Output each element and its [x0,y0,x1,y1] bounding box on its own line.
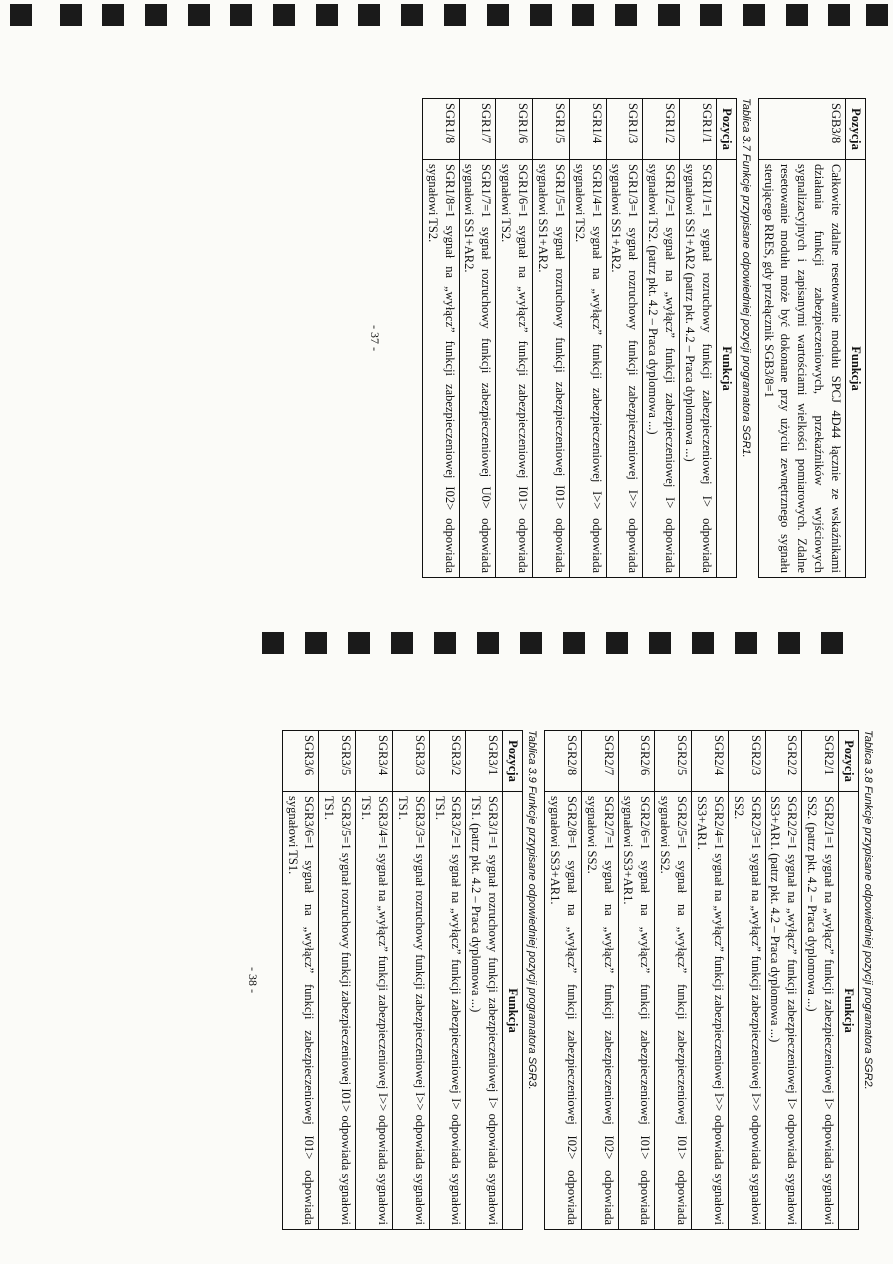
table-row [581,731,618,1230]
binding-hole [530,4,552,26]
binding-hole [563,632,585,654]
cell-funkcja: SGR2/7=1 sygnał na „wyłącz” funkcji zabezpieczeniowej I02> odpowiada sygnałowi SS2. [581,792,618,1230]
table-sgr3 [282,730,523,1230]
table-row [765,731,802,1230]
binding-hole [358,4,380,26]
binding-hole [477,632,499,654]
cell-pozycja: SGR1/2 [643,99,680,160]
binding-hole [743,4,765,26]
page-number: - 38 - [245,967,260,993]
binding-hole [316,4,338,26]
cell-funkcja: SGR2/6=1 sygnał na „wyłącz” funkcji zabezpieczeniowej I01> odpowiada sygnałowi SS3+AR1. [618,792,655,1230]
cell-pozycja: SGR3/2 [429,731,466,792]
table-row [393,731,430,1230]
table-caption-sgr3: Tablica 3.9 Funkcje przypisane odpowiedniej pozycji programatora SGR3. [526,730,539,1090]
binding-hole [735,632,757,654]
column-header-pozycja: Pozycja [716,99,736,160]
cell-funkcja: Całkowite zdalne resetowanie modułu SPCJ 4D44 łącznie ze wskaźnikami działania funkcji zabezpieczeniowych, przekaźników wyjściowych sygnalizacyjnych i zapisanymi wartościami wielkości pomiarowych. Zdalne resetowanie modułu może być dokonane przy użyciu zewnętrznego sygnału sterującego RRES, gdy przełącznik SGB3/8=1 [758,160,845,578]
cell-pozycja: SGR3/1 [466,731,503,792]
cell-pozycja: SGR3/6 [282,731,319,792]
column-header-funkcja: Funkcja [716,160,736,578]
table-row [466,731,503,1230]
cell-pozycja: SGR3/4 [356,731,393,792]
cell-funkcja: SGR2/8=1 sygnał na „wyłącz” funkcji zabezpieczeniowej I02> odpowiada sygnałowi SS3+AR1. [545,792,582,1230]
binding-hole [401,4,423,26]
cell-pozycja: SGR1/4 [569,99,606,160]
cell-pozycja: SGB3/8 [758,99,845,160]
cell-funkcja: SGR1/3=1 sygnał rozruchowy funkcji zabezpieczeniowej I>> odpowiada sygnałowi SS1+AR2. [606,160,643,578]
binding-hole [821,632,843,654]
cell-funkcja: SGR2/5=1 sygnał na „wyłącz” funkcji zabezpieczeniowej I01> odpowiada sygnałowi SS2. [655,792,692,1230]
column-header-funkcja: Funkcja [846,160,866,578]
cell-pozycja: SGR3/5 [319,731,356,792]
column-header-funkcja: Funkcja [503,792,523,1230]
table-row [459,99,496,578]
column-header-pozycja: Pozycja [839,731,859,792]
table-row [319,731,356,1230]
table-row [680,99,717,578]
binding-hole [778,632,800,654]
cell-funkcja: SGR2/3=1 sygnał na „wyłącz” funkcji zabezpieczeniowej I>> odpowiada sygnałowi SS2. [728,792,765,1230]
table-row [606,99,643,578]
binding-hole [305,632,327,654]
table-row [618,731,655,1230]
cell-funkcja: SGR2/1=1 sygnał na „wyłącz” funkcji zabezpieczeniowej I> odpowiada sygnałowi SS2. (patrz pkt. 4.2 – Praca dyplomowa ...) [802,792,839,1230]
table-sgr1 [422,98,737,578]
binding-hole [444,4,466,26]
table-row [496,99,533,578]
table-row [422,99,459,578]
binding-hole [487,4,509,26]
binding-hole [866,4,888,26]
column-header-funkcja: Funkcja [839,792,859,1230]
cell-pozycja: SGR1/6 [496,99,533,160]
binding-hole [188,4,210,26]
table-row [533,99,570,578]
cell-funkcja: SGR3/4=1 sygnał na „wyłącz” funkcji zabezpieczeniowej I>> odpowiada sygnałowi TS1. [356,792,393,1230]
binding-hole [102,4,124,26]
binding-hole [615,4,637,26]
table-sgb3-continued [758,98,866,578]
table-row [728,731,765,1230]
cell-funkcja: SGR1/1=1 sygnał rozruchowy funkcji zabezpieczeniowej I> odpowiada sygnałowi SS1+AR2 (patrz pkt. 4.2 – Praca dyplomowa ...) [680,160,717,578]
cell-funkcja: SGR1/4=1 sygnał na „wyłącz” funkcji zabezpieczeniowej I>> odpowiada sygnałowi TS2. [569,160,606,578]
cell-funkcja: SGR3/2=1 sygnał na „wyłącz” funkcji zabezpieczeniowej I> odpowiada sygnałowi TS1. [429,792,466,1230]
binding-hole [230,4,252,26]
table-row [643,99,680,578]
binding-hole [692,632,714,654]
binding-hole [262,632,284,654]
cell-pozycja: SGR2/4 [692,731,729,792]
binding-hole [60,4,82,26]
page-38 [245,730,880,1230]
column-header-pozycja: Pozycja [846,99,866,160]
cell-pozycja: SGR1/1 [680,99,717,160]
table-row [692,731,729,1230]
binding-hole [391,632,413,654]
table-row [802,731,839,1230]
cell-funkcja: SGR3/6=1 sygnał na „wyłącz” funkcji zabezpieczeniowej I01> odpowiada sygnałowi TS1. [282,792,319,1230]
table-row [758,99,845,578]
cell-funkcja: SGR3/1=1 sygnał rozruchowy funkcji zabezpieczeniowej I> odpowiada sygnałowi TS1. (patrz pkt. 4.2 – Praca dyplomowa ...) [466,792,503,1230]
binding-hole [606,632,628,654]
table-row [282,731,319,1230]
cell-pozycja: SGR1/7 [459,99,496,160]
table-row [429,731,466,1230]
table-row [655,731,692,1230]
page-37 [367,98,866,578]
binding-hole [434,632,456,654]
binding-hole [700,4,722,26]
binding-hole [572,4,594,26]
cell-funkcja: SGR2/2=1 sygnał na „wyłącz” funkcji zabezpieczeniowej I> odpowiada sygnałowi SS3+AR1. (patrz pkt. 4.2 – Praca dyplomowa ...) [765,792,802,1230]
cell-pozycja: SGR2/6 [618,731,655,792]
cell-pozycja: SGR2/1 [802,731,839,792]
cell-funkcja: SGR3/3=1 sygnał rozruchowy funkcji zabezpieczeniowej I>> odpowiada sygnałowi TS1. [393,792,430,1230]
cell-pozycja: SGR2/3 [728,731,765,792]
binding-hole [658,4,680,26]
cell-funkcja: SGR1/6=1 sygnał na „wyłącz” funkcji zabezpieczeniowej I01> odpowiada sygnałowi TS2. [496,160,533,578]
cell-funkcja: SGR2/4=1 sygnał na „wyłącz” funkcji zabezpieczeniowej I>> odpowiada sygnałowi SS3+AR1. [692,792,729,1230]
cell-pozycja: SGR1/8 [422,99,459,160]
binding-hole [520,632,542,654]
table-row [569,99,606,578]
binding-hole [348,632,370,654]
table-caption-sgr1: Tablica 3.7 Funkcje przypisane odpowiedniej pozycji programatora SGR1. [739,98,752,458]
cell-funkcja: SGR1/5=1 sygnał rozruchowy funkcji zabezpieczeniowej I01> odpowiada sygnałowi SS1+AR2. [533,160,570,578]
cell-pozycja: SGR1/3 [606,99,643,160]
binding-hole [828,4,850,26]
table-caption-sgr2: Tablica 3.8 Funkcje przypisane odpowiedniej pozycji programatora SGR2. [862,730,874,1090]
cell-funkcja: SGR1/7=1 sygnał rozruchowy funkcji zabezpieczeniowej U0> odpowiada sygnałowi SS1+AR2. [459,160,496,578]
binding-hole [786,4,808,26]
cell-pozycja: SGR2/2 [765,731,802,792]
cell-pozycja: SGR2/8 [545,731,582,792]
cell-pozycja: SGR2/7 [581,731,618,792]
table-sgr2 [544,730,859,1230]
cell-funkcja: SGR3/5=1 sygnał rozruchowy funkcji zabezpieczeniowej I01> odpowiada sygnałowi TS1. [319,792,356,1230]
cell-funkcja: SGR1/8=1 sygnał na „wyłącz” funkcji zabezpieczeniowej I02> odpowiada sygnałowi TS2. [422,160,459,578]
binding-hole [273,4,295,26]
cell-pozycja: SGR2/5 [655,731,692,792]
page-number: - 37 - [367,325,382,351]
binding-hole [10,4,32,26]
cell-pozycja: SGR3/3 [393,731,430,792]
table-row [545,731,582,1230]
cell-pozycja: SGR1/5 [533,99,570,160]
column-header-pozycja: Pozycja [503,731,523,792]
binding-hole [145,4,167,26]
binding-hole [649,632,671,654]
cell-funkcja: SGR1/2=1 sygnał na „wyłącz” funkcji zabezpieczeniowej I> odpowiada sygnałowi TS2. (patrz pkt. 4.2 – Praca dyplomowa ...) [643,160,680,578]
table-row [356,731,393,1230]
